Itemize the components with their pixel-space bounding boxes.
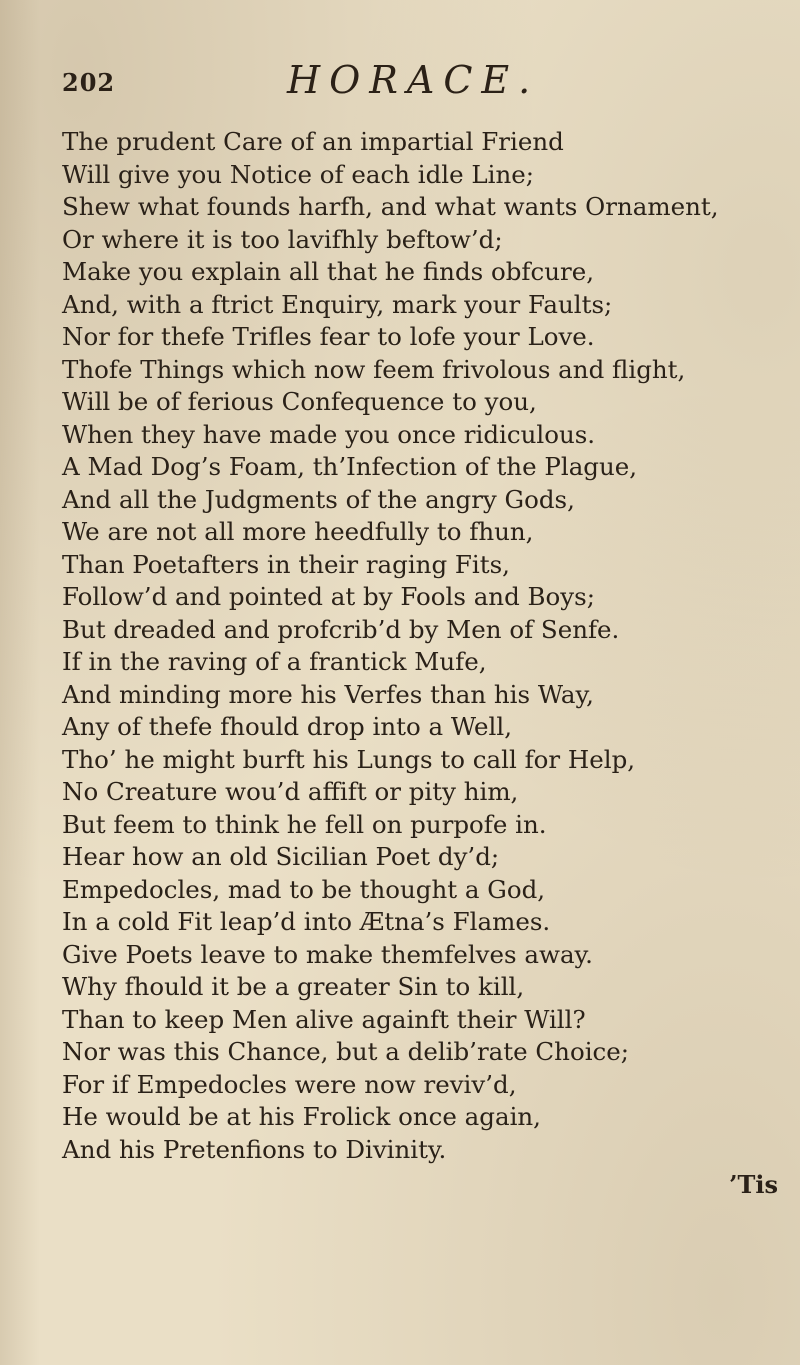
page-header [62, 58, 622, 108]
poem-line: No Creature wou’d affift or pity him, [62, 777, 519, 806]
poem-line: And all the Judgments of the angry Gods, [62, 484, 575, 514]
poem-line: Tho’ he might burft his Lungs to call for Help, [62, 744, 636, 774]
poem-line: For if Empedocles were now reviv’d, [62, 1069, 517, 1099]
poem-line: Will give you Notice of each idle Line; [62, 159, 535, 189]
poem-line: Any of thefe fhould drop into a Well, [62, 712, 513, 741]
poem-line: Shew what founds harfh, and what wants Ornament, [62, 192, 719, 221]
poem-line: Nor was this Chance, but a delib’rate Choice; [62, 1037, 630, 1066]
catchword: ’Tis [729, 1170, 778, 1199]
poem-line: And, with a ftrict Enquiry, mark your Faults; [62, 289, 613, 319]
poem-line: Hear how an old Sicilian Poet dy’d; [62, 842, 500, 871]
poem-line: Follow’d and pointed at by Fools and Boys; [62, 582, 595, 611]
poem-line: But dreaded and profcrib’d by Men of Senfe. [62, 614, 620, 644]
poem-line: But feem to think he fell on purpofe in. [62, 809, 547, 839]
poem-line: And minding more his Verfes than his Way, [62, 679, 594, 709]
poem-line: Than to keep Men alive againft their Will? [62, 1004, 586, 1034]
running-head: HORACE. [287, 58, 540, 102]
poem-line: Give Poets leave to make themfelves away. [62, 939, 593, 969]
poem-text [62, 126, 782, 1166]
poem-line: Why fhould it be a greater Sin to kill, [62, 972, 525, 1001]
poem-line: A Mad Dog’s Foam, th’Infection of the Plague, [62, 452, 638, 481]
poem-line: And his Pretenfions to Divinity. [62, 1134, 447, 1164]
poem-line: If in the raving of a frantick Mufe, [62, 647, 487, 676]
poem-line: Will be of ferious Confequence to you, [62, 387, 537, 416]
poem-line: When they have made you once ridiculous. [62, 419, 596, 449]
poem-line: The prudent Care of an impartial Friend [62, 127, 564, 156]
poem-line: Make you explain all that he finds obfcure, [62, 257, 594, 286]
poem-line: We are not all more heedfully to fhun, [62, 517, 534, 546]
poem-line: Empedocles, mad to be thought a God, [62, 874, 546, 904]
page-number: 202 [62, 68, 116, 97]
poem-line: Nor for thefe Trifles fear to lofe your Love. [62, 322, 595, 351]
poem-line: Or where it is too lavifhly beftow’d; [62, 224, 503, 254]
poem-line: Thofe Things which now feem frivolous and flight, [62, 354, 686, 384]
poem-line: Than Poetafters in their raging Fits, [62, 549, 510, 579]
poem-line: In a cold Fit leap’d into Ætna’s Flames. [62, 907, 551, 936]
poem-line: He would be at his Frolick once again, [62, 1102, 541, 1131]
